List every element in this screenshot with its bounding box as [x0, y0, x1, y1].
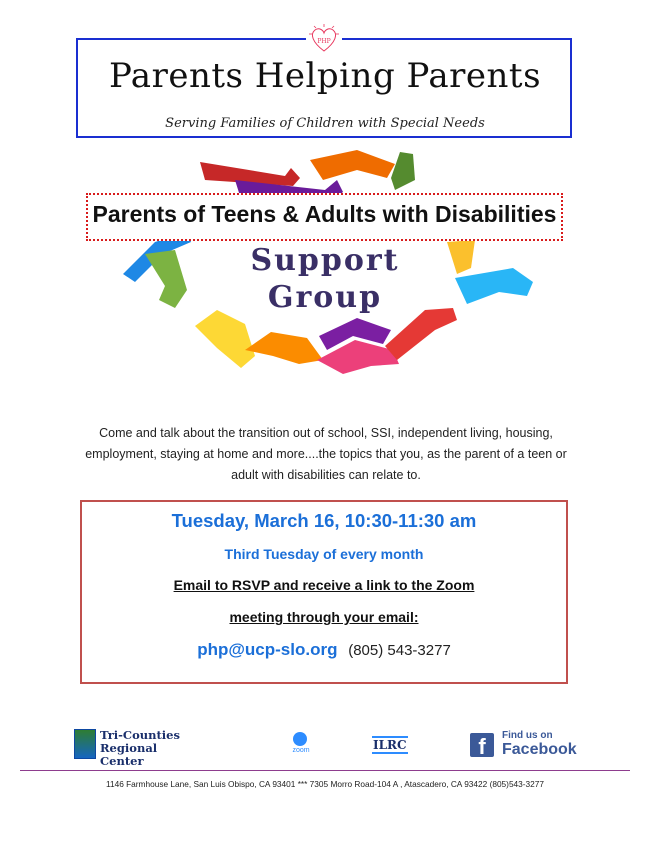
tri-counties-subname: Regional Center: [100, 741, 158, 768]
facebook-badge[interactable]: [470, 730, 580, 760]
ilrc-logo: [372, 734, 414, 756]
headline: Parents of Teens & Adults with Disabilities: [92, 201, 557, 227]
facebook-label: Facebook: [502, 741, 577, 758]
facebook-icon: f: [470, 733, 494, 757]
hand-orange-top-right: [310, 150, 395, 180]
zoom-label: zoom: [292, 747, 310, 754]
tri-counties-icon: [74, 729, 96, 759]
event-date-time: Tuesday, March 16, 10:30-11:30 am: [171, 510, 477, 531]
rsvp-instruction-line1: Email to RSVP and receive a link to the Zoom: [173, 577, 475, 593]
facebook-find-us: Find us on: [502, 730, 553, 741]
page-title: Parents Helping Parents: [108, 56, 542, 96]
contact-email-link[interactable]: php@ucp-slo.org: [197, 640, 338, 659]
contact-line: [80, 640, 568, 660]
footer-address: 1146 Farmhouse Lane, San Luis Obispo, CA 93401 *** 7305 Morro Road-104 A , Atascadero, CA 93422 (805)543-3277: [105, 779, 545, 789]
hand-orange-bottom: [245, 332, 323, 364]
tri-counties-logo: [74, 727, 204, 768]
contact-phone: (805) 543-3277: [348, 642, 451, 659]
php-heart-logo: [306, 22, 342, 56]
page-subtitle: Serving Families of Children with Special Needs: [165, 116, 485, 131]
zoom-logo: [286, 732, 316, 760]
hand-red-bottom-right: [385, 308, 457, 360]
hand-yellow-bottom-left: [195, 310, 255, 368]
svg-text:PHP: PHP: [317, 38, 331, 45]
hand-green-top-right: [391, 152, 415, 190]
event-recurrence: Third Tuesday of every month: [224, 546, 424, 562]
ilrc-label: ILRC: [373, 738, 407, 752]
rsvp-instruction-line2: meeting through your email:: [229, 609, 419, 625]
group-word: Group: [267, 280, 383, 315]
description-paragraph: Come and talk about the transition out of school, SSI, independent living, housing, employment, staying at home and more....the topics that you, as the parent of a teen or adult with disabilities can relate to.: [85, 426, 567, 482]
footer-divider: [20, 770, 630, 771]
zoom-icon: [293, 732, 307, 746]
support-word: Support: [250, 243, 400, 278]
tri-counties-name: Tri-Counties: [100, 728, 180, 742]
